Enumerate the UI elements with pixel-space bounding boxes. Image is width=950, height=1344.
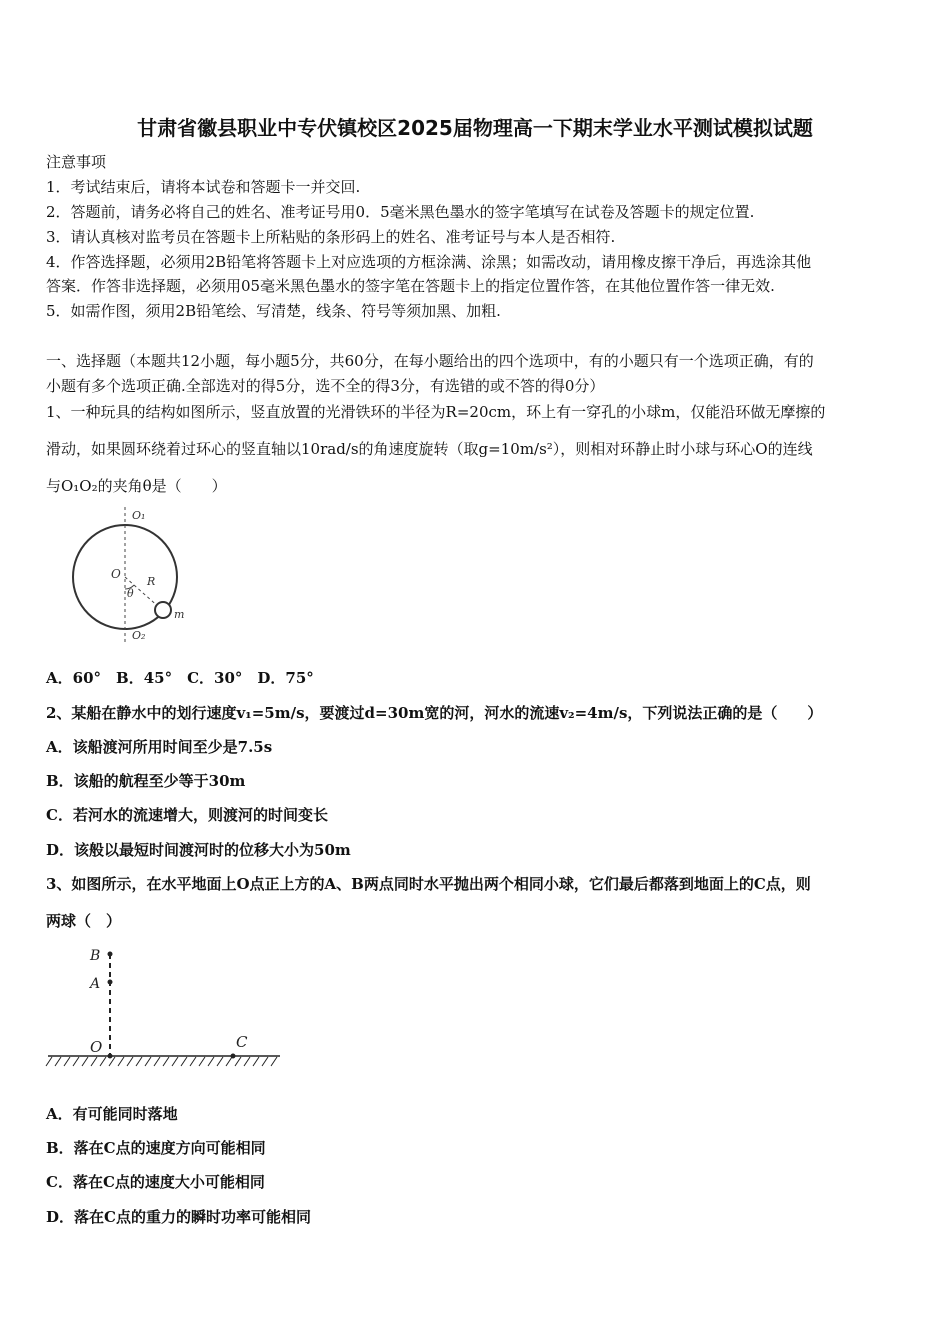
label-a: A: [90, 976, 101, 992]
label-b: B: [90, 948, 101, 964]
q1-options: A．60° B．45° C．30° D．75°: [46, 669, 314, 687]
label-c: C: [236, 1033, 248, 1051]
notice-item: 1．考试结束后，请将本试卷和答题卡一并交回.: [46, 178, 361, 196]
q2-option-c: C．若河水的流速增大，则渡河的时间变长: [46, 806, 328, 824]
notice-item: 2．答题前，请务必将自己的姓名、准考证号用0．5毫米黑色墨水的签字笔填写在试卷及答题卡的规定位置.: [46, 203, 755, 221]
label-o: O: [111, 567, 121, 581]
label-theta: θ: [127, 587, 134, 600]
label-o2: O₂: [132, 629, 146, 642]
notice-item: 5．如需作图，须用2B铅笔绘、写清楚，线条、符号等须加黑、加粗.: [46, 302, 501, 320]
section-instructions-cont: 小题有多个选项正确.全部选对的得5分，选不全的得3分，有选错的或不答的得0分）: [46, 377, 605, 395]
ground-hatching: [46, 1057, 277, 1066]
q1-stem-end: 与O₁O₂的夹角θ是（ ）: [46, 477, 227, 495]
q1-stem: 1、一种玩具的结构如图所示，竖直放置的光滑铁环的半径为R=20cm，环上有一穿孔的小球m，仅能沿环做无摩擦的: [46, 403, 826, 421]
page-title: 甘肃省徽县职业中专伏镇校区2025届物理高一下期末学业水平测试模拟试题: [137, 116, 813, 140]
notice-heading: 注意事项: [46, 153, 107, 171]
q3-option-d: D．落在C点的重力的瞬时功率可能相同: [46, 1208, 311, 1226]
label-m: m: [174, 608, 185, 621]
notice-item: 3．请认真核对监考员在答题卡上所粘贴的条形码上的姓名、准考证号与本人是否相符.: [46, 228, 616, 246]
notice-item: 答案．作答非选择题，必须用05毫米黑色墨水的签字笔在答题卡上的指定位置作答，在其他位置作答一律无效.: [46, 277, 775, 295]
q2-option-d: D．该般以最短时间渡河时的位移大小为50m: [46, 841, 351, 859]
q2-option-a: A．该船渡河所用时间至少是7.5s: [46, 738, 273, 756]
point-b: [108, 952, 113, 957]
label-r: R: [147, 575, 156, 588]
q1-stem-cont: 滑动，如果圆环绕着过环心的竖直轴以10rad/s的角速度旋转（取g=10m/s²），则相对环静止时小球与环心O的连线: [46, 440, 813, 458]
q3-projectile-figure: [44, 942, 284, 1072]
section-instructions: 一、选择题（本题共12小题，每小题5分，共60分，在每小题给出的四个选项中，有的小题只有一个选项正确，有的: [46, 352, 814, 370]
label-o: O: [90, 1038, 103, 1056]
ball-m: [155, 602, 171, 618]
q3-stem: 3、如图所示，在水平地面上O点正上方的A、B两点同时水平抛出两个相同小球，它们最后都落到地面上的C点，则: [46, 875, 811, 893]
q3-option-c: C．落在C点的速度大小可能相同: [46, 1173, 265, 1191]
q3-stem-cont: 两球（ ）: [46, 912, 122, 930]
notice-item: 4．作答选择题，必须用2B铅笔将答题卡上对应选项的方框涂满、涂黑；如需改动，请用橡皮擦干净后，再选涂其他: [46, 253, 812, 271]
q2-option-b: B．该船的航程至少等于30m: [46, 772, 246, 790]
label-o1: O₁: [132, 509, 146, 522]
q1-ring-figure: [66, 505, 196, 645]
q3-option-b: B．落在C点的速度方向可能相同: [46, 1139, 266, 1157]
point-a: [108, 980, 113, 985]
q3-option-a: A．有可能同时落地: [46, 1105, 178, 1123]
q2-stem: 2、某船在静水中的划行速度v₁=5m/s，要渡过d=30m宽的河，河水的流速v₂=4m/s，下列说法正确的是（ ）: [46, 704, 823, 722]
